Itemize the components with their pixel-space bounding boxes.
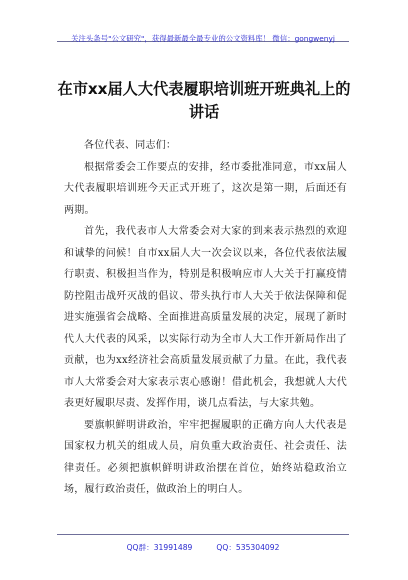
document-body: [64, 135, 347, 501]
salutation-paragraph: 各位代表、同志们：: [84, 140, 177, 151]
politics-paragraph: 要旗帜鲜明讲政治，牢牢把握履职的正确方向人大代表是国家权力机关的组成人员，肩负重大政治责任、社会责任、法律责任。必须把旗帜鲜明讲政治摆在首位，始终站稳政治立场，履行政治责任，做政治上的明白人。: [64, 419, 347, 495]
title-line-1: 在市xx届人大代表履职培训班开班典礼上的: [57, 80, 351, 98]
header-promo-text: 关注头条号"公文研究"，获得最新最全最专业的公文资料库！ 微信：gongwenyj: [71, 34, 335, 43]
footer-qq: QQ：535304092: [216, 543, 280, 552]
page-header: [57, 26, 349, 42]
intro-paragraph: 根据常委会工作要点的安排，经市委批准同意，市xx届人大代表履职培训班今天正式开班了，这次是第一期，后面还有两期。: [64, 161, 347, 216]
document-title: [40, 78, 368, 124]
footer-qq-group: QQ群：31991489: [126, 543, 193, 552]
title-line-2: 讲话: [188, 103, 220, 121]
welcome-paragraph: 首先，我代表市人大常委会对大家的到来表示热烈的欢迎和诚挚的问候！自市xx届人大一次会议以来，各位代表依法履行职责、积极担当作为，特别是积极响应市人大关于打赢疫情防控阻击战歼灭战的倡议、带头执行市人大关于依法保障和促进实施强省会战略、全面推进高质量发展的决定，展现了新时代人大代表的风采，以实际行动为全市人大工作开新局作出了贡献，也为xx经济社会高质量发展贡献了力量。在此，我代表市人大常委会对大家表示衷心感谢！借此机会，我想就人大代表更好履职尽责、发挥作用，谈几点看法，与大家共勉。: [64, 226, 347, 409]
page-footer: [57, 534, 349, 552]
